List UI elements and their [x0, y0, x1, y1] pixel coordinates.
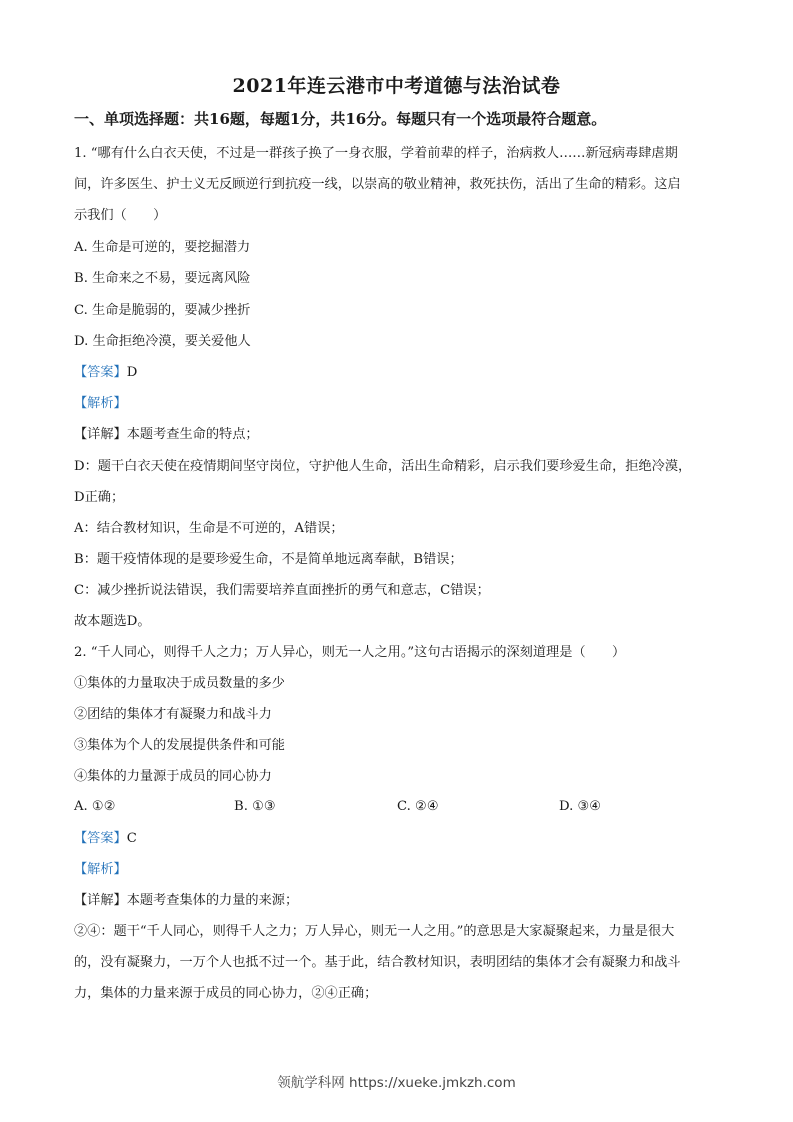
q2-detail-line-4: 力，集体的力量来源于成员的同心协力，②④正确； [74, 986, 378, 1001]
q1-detail-line-4: A：结合教材知识，生命是不可逆的，A错误； [74, 521, 344, 536]
q1-detail-line-1: 【详解】本题考查生命的特点； [74, 427, 259, 442]
q1-analysis-label: 【解析】 [74, 396, 127, 411]
q1-detail-line-5: B：题干疫情体现的是要珍爱生命，不是简单地远离奉献，B错误； [74, 552, 463, 567]
q1-option-b: B. 生命来之不易，要远离风险 [74, 271, 251, 286]
q1-answer-label: 【答案】 [74, 365, 127, 380]
q2-option-c: C. ②④ [397, 799, 439, 814]
q2-item-2: ②团结的集体才有凝聚力和战斗力 [74, 707, 272, 722]
q1-option-a: A. 生命是可逆的，要挖掘潜力 [74, 240, 251, 255]
q1-answer [74, 364, 137, 382]
q1-option-c: C. 生命是脆弱的，要减少挫折 [74, 303, 251, 318]
section-heading: 一、单项选择题：共16题，每题1分，共16分。每题只有一个选项最符合题意。 [74, 110, 607, 128]
q1-detail-line-3: D正确； [74, 490, 125, 505]
q2-detail-line-1: 【详解】本题考查集体的力量的来源； [74, 893, 299, 908]
q2-stem: 2. “千人同心，则得千人之力；万人异心，则无一人之用。”这句古语揭示的深刻道理是（ ） [74, 645, 626, 660]
q2-analysis-label: 【解析】 [74, 862, 127, 877]
q2-option-b: B. ①③ [234, 799, 276, 814]
q1-detail-line-2: D：题干白衣天使在疫情期间坚守岗位，守护他人生命，活出生命精彩，启示我们要珍爱生命，拒绝冷漠， [74, 459, 692, 474]
page-title: 2021年连云港市中考道德与法治试卷 [232, 75, 561, 97]
footer-watermark: 领航学科网 https://xueke.jmkzh.com [277, 1075, 516, 1091]
q2-answer [74, 830, 137, 848]
q2-answer-label: 【答案】 [74, 831, 127, 846]
q2-option-d: D. ③④ [559, 799, 602, 814]
q1-stem-line-2: 间，许多医生、护士义无反顾逆行到抗疫一线，以崇高的敬业精神，救死扶伤，活出了生命的精彩。这启 [74, 177, 681, 192]
q1-stem-line-1: 1. “哪有什么白衣天使，不过是一群孩子换了一身衣服，学着前辈的样子，治病救人……新冠病毒肆虐期 [74, 146, 678, 161]
q1-detail-line-6: C：减少挫折说法错误，我们需要培养直面挫折的勇气和意志，C错误； [74, 583, 490, 598]
q2-option-a: A. ①② [74, 799, 116, 814]
q2-detail-line-2: ②④：题干“千人同心，则得千人之力；万人异心，则无一人之用。”的意思是大家凝聚起来，力量是很大 [74, 924, 675, 939]
q1-detail-line-7: 故本题选D。 [74, 614, 151, 629]
q1-stem-line-3: 示我们（ ） [74, 208, 167, 223]
q2-item-3: ③集体为个人的发展提供条件和可能 [74, 738, 285, 753]
q1-option-d: D. 生命拒绝冷漠，要关爱他人 [74, 334, 251, 349]
q2-detail-line-3: 的，没有凝聚力，一万个人也抵不过一个。基于此，结合教材知识，表明团结的集体才会有凝聚力和战斗 [74, 955, 681, 970]
q1-answer-value: D [126, 365, 138, 380]
q2-item-4: ④集体的力量源于成员的同心协力 [74, 769, 272, 784]
q2-answer-value: C [126, 831, 137, 846]
q2-item-1: ①集体的力量取决于成员数量的多少 [74, 676, 285, 691]
